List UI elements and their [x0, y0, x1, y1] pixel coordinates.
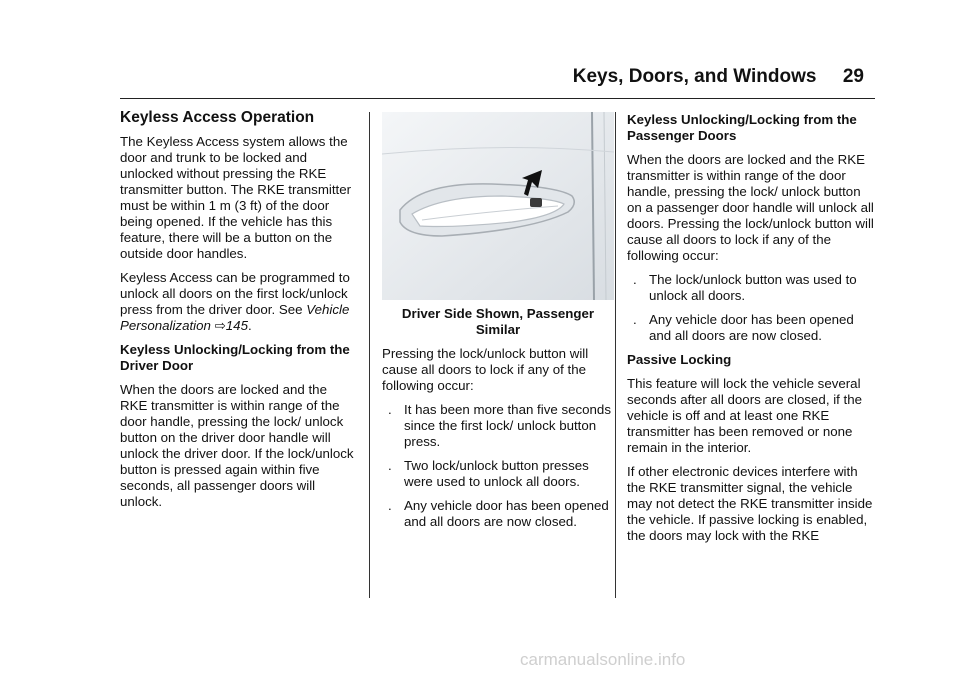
paragraph: When the doors are locked and the RKE transmitter is within range of the door handle, pressing the lock/ unlock button on the driver door handle will unlock the driver door. If the lock/unlock button is pressed again within five seconds, all passenger doors will unlock.: [120, 382, 354, 509]
bullet-mark: .: [633, 272, 637, 287]
bullet-mark: .: [388, 498, 392, 513]
door-handle-illustration: [382, 112, 614, 300]
page-ref-icon: ⇨: [214, 318, 226, 333]
cross-reference-page[interactable]: 145: [225, 318, 248, 333]
bullet-list: [627, 272, 877, 344]
header-rule: [120, 98, 875, 99]
bullet-mark: .: [388, 402, 392, 417]
subheading: Keyless Unlocking/Locking from the Driver Door: [120, 342, 350, 373]
subheading: Passive Locking: [627, 352, 732, 367]
page-header: [573, 66, 864, 88]
list-item: . Any vehicle door has been opened and all doors are now closed.: [388, 498, 609, 529]
paragraph: Pressing the lock/unlock button will cause all doors to lock if any of the following occur:: [382, 346, 589, 393]
paragraph: This feature will lock the vehicle several seconds after all doors are closed, if the vehicle is off and at least one RKE transmitter has been removed or none remain in the interior.: [627, 376, 863, 455]
section-title: Keyless Access Operation: [120, 109, 315, 126]
subheading: Keyless Unlocking/Locking from the Passenger Doors: [627, 112, 857, 143]
column-divider-2: [615, 112, 616, 598]
figure-caption: Driver Side Shown, Passenger Similar: [401, 306, 595, 337]
list-item: . The lock/unlock button was used to unlock all doors.: [633, 272, 857, 303]
page-number: 29: [842, 66, 864, 87]
paragraph-personalization: Keyless Access can be programmed to unlock all doors on the first lock/unlock press from the driver door. See Vehicle Personalization ⇨145.: [120, 270, 350, 333]
bullet-mark: .: [633, 312, 637, 327]
list-item: . Two lock/unlock button presses were used to unlock all doors.: [388, 458, 589, 489]
column-3: [627, 112, 877, 552]
header-title: Keys, Doors, and Windows: [572, 66, 817, 87]
column-divider-1: [369, 112, 370, 598]
list-item: . It has been more than five seconds since the first lock/ unlock button press.: [388, 402, 611, 449]
cross-reference-link[interactable]: Vehicle Personalization: [120, 302, 350, 333]
column-1: [120, 110, 356, 518]
paragraph: The Keyless Access system allows the door and trunk to be locked and unlocked without pressing the RKE transmitter button. The RKE transmitter must be within 1 m (3 ft) of the door being opened. If the vehicle has this feature, there will be a button on the outside door handles.: [120, 134, 352, 261]
door-handle-image: [382, 112, 614, 300]
paragraph: If other electronic devices interfere with the RKE transmitter signal, the vehicle may not detect the RKE transmitter inside the vehicle. If passive locking is enabled, the doors may lock with the RKE: [627, 464, 873, 543]
bullet-mark: .: [388, 458, 392, 473]
paragraph: When the doors are locked and the RKE transmitter is within range of the door handle, pressing the lock/ unlock button on a passenger door handle will unlock all doors. Pressing the lock/unlock button will cause all doors to lock if any of the following occur:: [627, 152, 874, 263]
bullet-list: [382, 402, 614, 530]
list-item: . Any vehicle door has been opened and all doors are now closed.: [633, 312, 854, 343]
column-2: [382, 112, 614, 538]
footer-watermark: carmanualsonline.info: [520, 650, 686, 669]
